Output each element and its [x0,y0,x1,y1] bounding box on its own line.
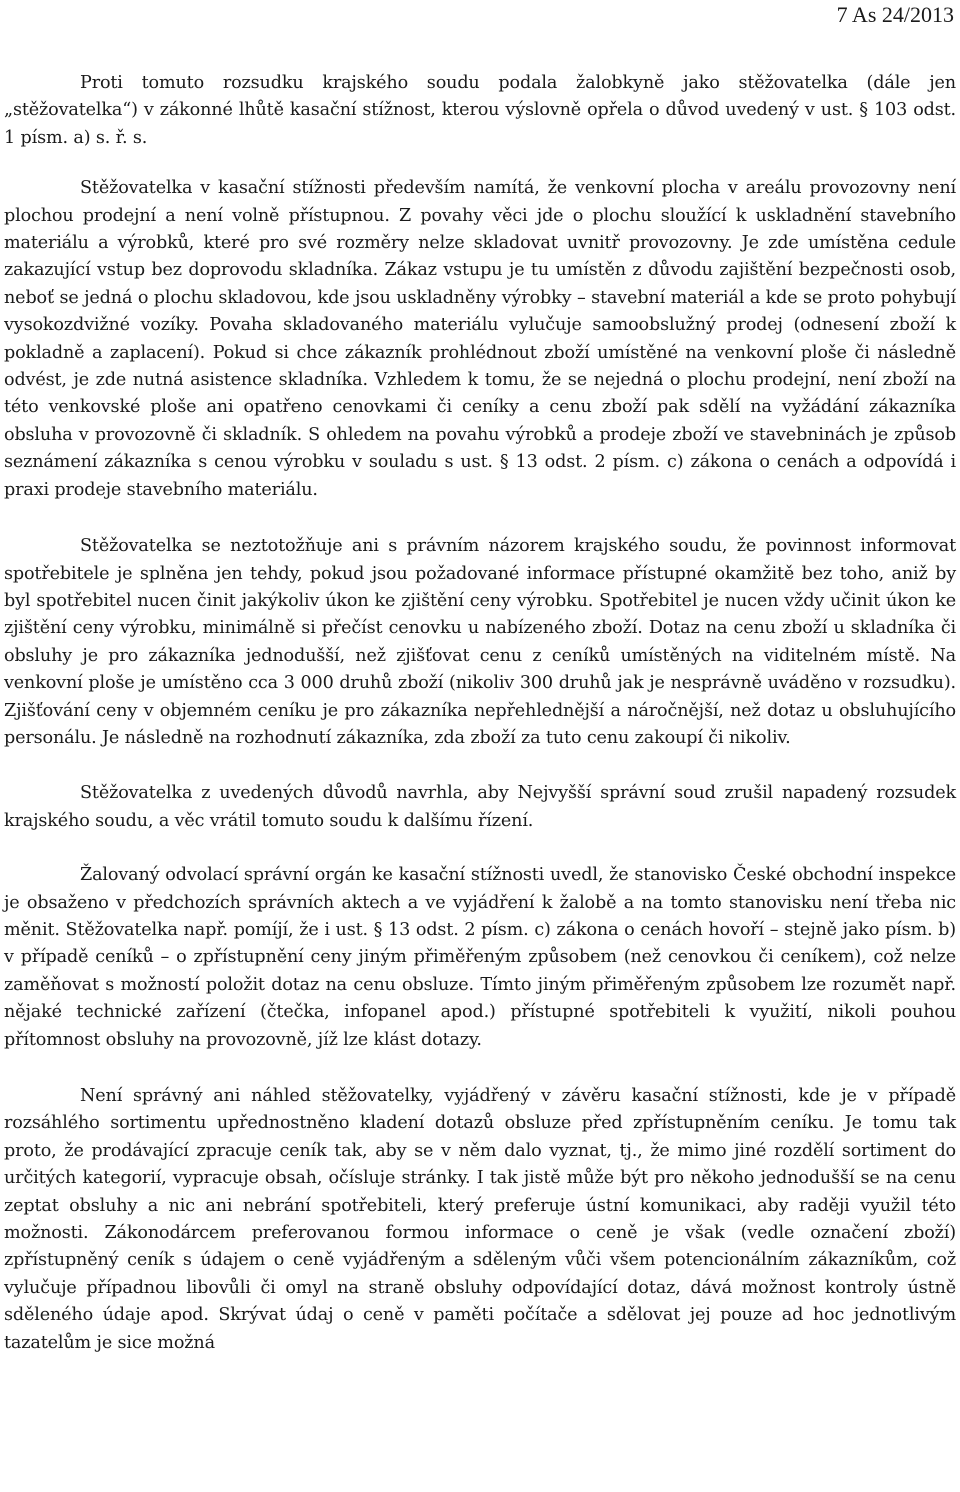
paragraph-legal-opinion-disagreement: Stěžovatelka se neztotožňuje ani s právním názorem krajského soudu, že povinnost informovat spotřebitele je splněna jen tehdy, pokud jsou požadované informace přístupné okamžitě bez toho, aniž by byl spotřebitel nucen činit jakýkoliv úkon ke zjištění ceny výrobku. Spotřebitel je nucen vždy učinit úkon ke zjištění ceny výrobku, minimálně si přečíst cenovku u nabízeného zboží. Dotaz na cenu zboží u skladníka či obsluhy je pro zákazníka jednodušší, než zjišťovat cenu z ceníků umístěných na viditelném místě. Na venkovní ploše je umístěno cca 3 000 druhů zboží (nikoliv 300 druhů jak je nesprávně uváděno v rozsudku). Zjišťování ceny v objemném ceníku je pro zákazníka nepřehlednější a náročnější, než dotaz u obsluhujícího personálu. Je následně na rozhodnutí zákazníka, zda zboží za tuto cenu zakoupí či nikoliv. [4,536,956,748]
paragraph-cassation-complaint: Proti tomuto rozsudku krajského soudu podala žalobkyně jako stěžovatelka (dále jen „stěžovatelka“) v zákonné lhůtě kasační stížnost, kterou výslovně opřela o důvod uvedený v ust. § 103 odst. 1 písm. a) s. ř. s. [4,73,956,148]
case-number-header: 7 As 24/2013 [836,2,954,27]
paragraph-complainant-objections: Stěžovatelka v kasační stížnosti především namítá, že venkovní plocha v areálu provozovny není plochou prodejní a není volně přístupnou. Z povahy věci jde o plochu sloužící k uskladnění stavebního materiálu a výrobků, které pro své rozměry nelze skladovat uvnitř provozovny. Je zde umístěna cedule zakazující vstup bez doprovodu skladníka. Zákaz vstupu je tu umístěn z důvodu zajištění bezpečnosti osob, neboť se jedná o plochu skladovou, kde jsou uskladněny výrobky – stavební materiál a kde se proto pohybují vysokozdvižné vozíky. Povaha skladovaného materiálu vylučuje samoobslužný prodej (odnesení zboží k pokladně a zaplacení). Pokud si chce zákazník prohlédnout zboží umístěné na venkovní ploše či následně odvést, je zde nutná asistence skladníka. Vzhledem k tomu, že se nejedná o plochu prodejní, není zboží na této venkovské ploše ani opatřeno cenovkami či ceníky a cenu zboží pak sdělí na vyžádání zákazníka obsluha v provozovně či skladník. S ohledem na povahu výrobků a prodeje zboží ve stavebninách je způsob seznámení zákazníka s cenou výrobku v souladu s ust. § 13 odst. 2 písm. c) zákona o cenách a odpovídá i praxi prodeje stavebního materiálu. [4,178,956,500]
paragraph-defendant-view-on-pricelist: Není správný ani náhled stěžovatelky, vyjádřený v závěru kasační stížnosti, kde je v případě rozsáhlého sortimentu upřednostněno kladení dotazů obsluze před zpřístupněním ceníku. Je tomu tak proto, že prodávající zpracuje ceník tak, aby se v něm dalo vyznat, tj., že mimo jiné rozdělí sortiment do určitých kategorií, vypracuje obsah, očísluje stránky. I tak jistě může být pro někoho jednodušší se na cenu zeptat obsluhy a nic ani nebrání spotřebiteli, který preferuje ústní komunikaci, aby raději využil této možnosti. Zákonodárcem preferovanou formou informace o ceně je však (vedle označení zboží) zpřístupněný ceník s údajem o ceně vyjádřeným a sděleným vůči všem potencionálním zákazníkům, což vylučuje případnou libovůli či omyl na straně obsluhy odpovídající dotaz, dává možnost kontroly ústně sděleného údaje apod. Skrývat údaj o ceně v paměti počítače a sdělovat jej pouze ad hoc jednotlivým tazatelům je sice možná [4,1086,956,1353]
paragraph-motion: Stěžovatelka z uvedených důvodů navrhla, aby Nejvyšší správní soud zrušil napadený rozsudek krajského soudu, a věc vrátil tomuto soudu k dalšímu řízení. [4,783,956,831]
document-body [4,70,956,1384]
paragraph-defendant-response: Žalovaný odvolací správní orgán ke kasační stížnosti uvedl, že stanovisko České obchodní inspekce je obsaženo v předchozích správních aktech a ve vyjádření k žalobě a na tomto stanovisku není třeba nic měnit. Stěžovatelka např. pomíjí, že i ust. § 13 odst. 2 písm. c) zákona o cenách hovoří – stejně jako písm. b) v případě ceníků – o zpřístupnění ceny jiným přiměřeným způsobem (než cenovkou či ceníkem), což nelze zaměňovat s možností položit dotaz na cenu obsluze. Tímto jiným přiměřeným způsobem lze rozumět např. nějaké technické zařízení (čtečka, infopanel apod.) přístupné spotřebiteli k využití, nikoli pouhou přítomnost obsluhy na provozovně, jíž lze klást dotazy. [4,865,956,1050]
